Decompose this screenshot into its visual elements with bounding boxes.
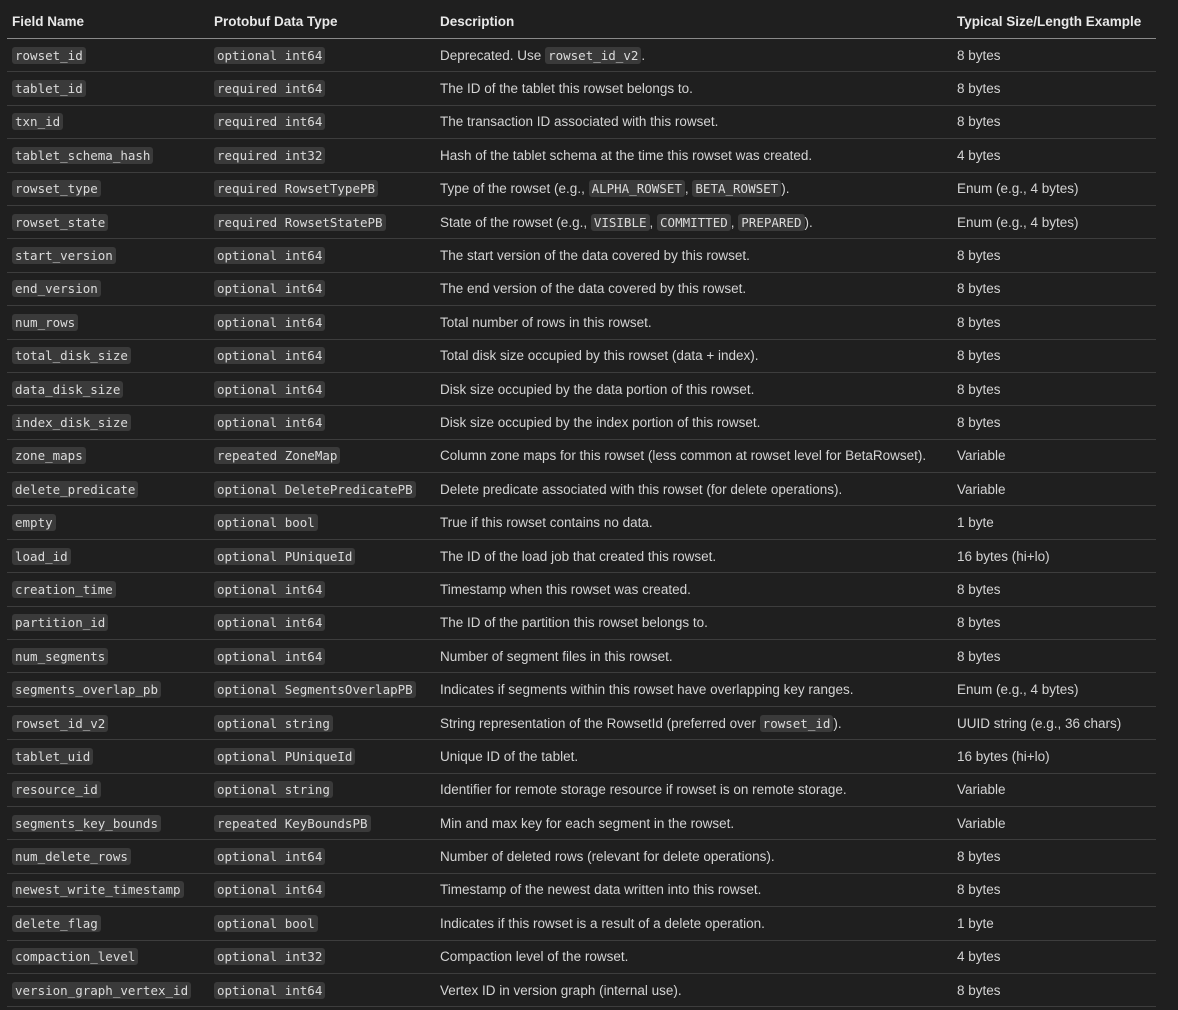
cell-data-type: [209, 673, 435, 706]
cell-field-name: [7, 907, 209, 940]
cell-field-name: [7, 740, 209, 773]
description-text: Type of the rowset (e.g.,: [440, 181, 589, 197]
table-row: [7, 773, 1156, 806]
cell-field-name: [7, 806, 209, 839]
cell-size-example: 8 bytes: [952, 39, 1156, 72]
table-row: [7, 205, 1156, 238]
cell-data-type: [209, 239, 435, 272]
description-text: ).: [833, 715, 842, 731]
table-row: [7, 172, 1156, 205]
data-type-code: optional PUniqueId: [214, 748, 355, 765]
cell-data-type: [209, 940, 435, 973]
field-name-code: rowset_id: [12, 47, 86, 64]
table-row: [7, 306, 1156, 339]
cell-size-example: 1 byte: [952, 907, 1156, 940]
cell-data-type: [209, 706, 435, 739]
description-code: VISIBLE: [591, 214, 650, 231]
field-name-code: segments_key_bounds: [12, 815, 161, 832]
description-text: ).: [781, 181, 790, 197]
field-name-code: tablet_uid: [12, 748, 93, 765]
description-text: Total disk size occupied by this rowset (data + index).: [440, 348, 759, 364]
cell-description: [435, 105, 952, 138]
header-field-name: Field Name: [7, 5, 209, 39]
cell-field-name: [7, 39, 209, 72]
description-text: Vertex ID in version graph (internal use).: [440, 982, 682, 998]
description-text: Identifier for remote storage resource if rowset is on remote storage.: [440, 782, 847, 798]
data-type-code: required int32: [214, 147, 325, 164]
description-text: Column zone maps for this rowset (less common at rowset level for BetaRowset).: [440, 448, 927, 464]
field-name-code: creation_time: [12, 581, 116, 598]
cell-description: [435, 940, 952, 973]
cell-data-type: [209, 907, 435, 940]
description-code: PREPARED: [738, 214, 804, 231]
data-type-code: repeated ZoneMap: [214, 447, 340, 464]
description-text: The ID of the tablet this rowset belongs to.: [440, 81, 693, 97]
cell-field-name: [7, 205, 209, 238]
cell-size-example: 16 bytes (hi+lo): [952, 539, 1156, 572]
cell-field-name: [7, 706, 209, 739]
cell-size-example: Variable: [952, 439, 1156, 472]
data-type-code: required int64: [214, 80, 325, 97]
cell-field-name: [7, 172, 209, 205]
cell-field-name: [7, 372, 209, 405]
cell-data-type: [209, 606, 435, 639]
table-row: [7, 372, 1156, 405]
cell-field-name: [7, 840, 209, 873]
description-code: COMMITTED: [657, 214, 731, 231]
field-name-code: rowset_state: [12, 214, 108, 231]
cell-data-type: [209, 72, 435, 105]
data-type-code: optional int64: [214, 347, 325, 364]
table-row: [7, 139, 1156, 172]
cell-size-example: 8 bytes: [952, 306, 1156, 339]
data-type-code: required int64: [214, 113, 325, 130]
table-row: [7, 339, 1156, 372]
cell-size-example: 8 bytes: [952, 573, 1156, 606]
description-text: The ID of the load job that created this rowset.: [440, 548, 717, 564]
cell-field-name: [7, 239, 209, 272]
cell-description: [435, 840, 952, 873]
field-name-code: rowset_type: [12, 180, 101, 197]
cell-field-name: [7, 473, 209, 506]
field-name-code: num_segments: [12, 648, 108, 665]
cell-size-example: UUID string (e.g., 36 chars): [952, 706, 1156, 739]
description-text: Total number of rows in this rowset.: [440, 314, 652, 330]
description-text: True if this rowset contains no data.: [440, 515, 653, 531]
cell-size-example: 8 bytes: [952, 406, 1156, 439]
table-header: [7, 5, 1156, 39]
cell-size-example: 1 byte: [952, 506, 1156, 539]
cell-field-name: [7, 439, 209, 472]
description-text: Timestamp of the newest data written into this rowset.: [440, 882, 762, 898]
description-text: Timestamp when this rowset was created.: [440, 581, 691, 597]
cell-data-type: [209, 539, 435, 572]
cell-data-type: [209, 372, 435, 405]
cell-description: [435, 706, 952, 739]
field-name-code: delete_flag: [12, 915, 101, 932]
cell-field-name: [7, 573, 209, 606]
description-text: The start version of the data covered by this rowset.: [440, 248, 750, 264]
data-type-code: optional string: [214, 715, 333, 732]
field-name-code: total_disk_size: [12, 347, 131, 364]
description-text: Hash of the tablet schema at the time this rowset was created.: [440, 147, 813, 163]
cell-size-example: 4 bytes: [952, 940, 1156, 973]
cell-field-name: [7, 306, 209, 339]
data-type-code: optional int64: [214, 848, 325, 865]
cell-data-type: [209, 973, 435, 1006]
description-text: The end version of the data covered by this rowset.: [440, 281, 747, 297]
cell-data-type: [209, 473, 435, 506]
table-row: [7, 272, 1156, 305]
description-text: Compaction level of the rowset.: [440, 949, 629, 965]
description-text: Disk size occupied by the index portion of this rowset.: [440, 414, 761, 430]
description-text: ,: [684, 181, 693, 197]
cell-data-type: [209, 105, 435, 138]
cell-description: [435, 539, 952, 572]
field-name-code: zone_maps: [12, 447, 86, 464]
data-type-code: optional int64: [214, 280, 325, 297]
data-type-code: optional int64: [214, 381, 325, 398]
table-row: [7, 973, 1156, 1006]
field-name-code: newest_write_timestamp: [12, 881, 184, 898]
table-row: [7, 72, 1156, 105]
cell-data-type: [209, 272, 435, 305]
cell-description: [435, 172, 952, 205]
field-name-code: delete_predicate: [12, 481, 138, 498]
data-type-code: optional int64: [214, 881, 325, 898]
cell-data-type: [209, 806, 435, 839]
cell-description: [435, 973, 952, 1006]
description-text: .: [641, 47, 646, 63]
cell-size-example: 8 bytes: [952, 606, 1156, 639]
cell-field-name: [7, 606, 209, 639]
cell-size-example: 16 bytes (hi+lo): [952, 740, 1156, 773]
table-row: [7, 406, 1156, 439]
description-text: Delete predicate associated with this rowset (for delete operations).: [440, 481, 843, 497]
data-type-code: optional int64: [214, 982, 325, 999]
field-name-code: index_disk_size: [12, 414, 131, 431]
cell-description: [435, 39, 952, 72]
cell-size-example: 8 bytes: [952, 105, 1156, 138]
field-name-code: end_version: [12, 280, 101, 297]
cell-field-name: [7, 773, 209, 806]
description-text: Indicates if segments within this rowset have overlapping key ranges.: [440, 682, 854, 698]
data-type-code: optional int64: [214, 614, 325, 631]
field-name-code: txn_id: [12, 113, 63, 130]
cell-data-type: [209, 139, 435, 172]
field-name-code: tablet_id: [12, 80, 86, 97]
cell-data-type: [209, 406, 435, 439]
description-code: BETA_ROWSET: [692, 180, 781, 197]
cell-field-name: [7, 406, 209, 439]
data-type-code: optional bool: [214, 514, 318, 531]
cell-description: [435, 239, 952, 272]
cell-description: [435, 806, 952, 839]
cell-data-type: [209, 172, 435, 205]
data-type-code: optional int64: [214, 648, 325, 665]
cell-description: [435, 606, 952, 639]
cell-field-name: [7, 272, 209, 305]
table-row: [7, 840, 1156, 873]
cell-description: [435, 205, 952, 238]
rowset-fields-table: [7, 5, 1156, 1007]
cell-description: [435, 272, 952, 305]
data-type-code: required RowsetStatePB: [214, 214, 386, 231]
table-row: [7, 907, 1156, 940]
cell-description: [435, 907, 952, 940]
cell-size-example: 8 bytes: [952, 272, 1156, 305]
table-row: [7, 940, 1156, 973]
cell-size-example: 8 bytes: [952, 640, 1156, 673]
cell-size-example: 8 bytes: [952, 973, 1156, 1006]
cell-field-name: [7, 640, 209, 673]
field-name-code: load_id: [12, 548, 71, 565]
header-row: [7, 5, 1156, 39]
cell-description: [435, 72, 952, 105]
cell-description: [435, 139, 952, 172]
field-name-code: empty: [12, 514, 56, 531]
cell-description: [435, 306, 952, 339]
cell-data-type: [209, 640, 435, 673]
cell-field-name: [7, 539, 209, 572]
cell-description: [435, 673, 952, 706]
cell-description: [435, 773, 952, 806]
description-text: Min and max key for each segment in the rowset.: [440, 815, 735, 831]
table-row: [7, 740, 1156, 773]
cell-size-example: Variable: [952, 806, 1156, 839]
cell-size-example: 8 bytes: [952, 840, 1156, 873]
cell-description: [435, 506, 952, 539]
data-type-code: optional PUniqueId: [214, 548, 355, 565]
table-row: [7, 105, 1156, 138]
description-text: Number of deleted rows (relevant for delete operations).: [440, 849, 775, 865]
field-name-code: num_rows: [12, 314, 78, 331]
cell-field-name: [7, 673, 209, 706]
data-type-code: repeated KeyBoundsPB: [214, 815, 371, 832]
cell-field-name: [7, 873, 209, 906]
cell-data-type: [209, 39, 435, 72]
table-row: [7, 806, 1156, 839]
description-text: Disk size occupied by the data portion of this rowset.: [440, 381, 755, 397]
header-protobuf-type: Protobuf Data Type: [209, 5, 435, 39]
description-code: rowset_id: [760, 715, 834, 732]
header-description: Description: [435, 5, 952, 39]
description-text: ,: [649, 214, 658, 230]
cell-size-example: Enum (e.g., 4 bytes): [952, 172, 1156, 205]
cell-data-type: [209, 205, 435, 238]
data-type-code: required RowsetTypePB: [214, 180, 378, 197]
cell-size-example: Enum (e.g., 4 bytes): [952, 673, 1156, 706]
description-text: Unique ID of the tablet.: [440, 748, 579, 764]
description-text: String representation of the RowsetId (preferred over: [440, 715, 760, 731]
cell-size-example: 8 bytes: [952, 239, 1156, 272]
field-name-code: rowset_id_v2: [12, 715, 108, 732]
data-type-code: optional int64: [214, 247, 325, 264]
table-row: [7, 473, 1156, 506]
field-name-code: segments_overlap_pb: [12, 681, 161, 698]
cell-data-type: [209, 439, 435, 472]
data-type-code: optional bool: [214, 915, 318, 932]
table-row: [7, 706, 1156, 739]
data-type-code: optional int64: [214, 314, 325, 331]
cell-description: [435, 873, 952, 906]
cell-data-type: [209, 573, 435, 606]
table-row: [7, 573, 1156, 606]
cell-data-type: [209, 840, 435, 873]
data-type-code: optional DeletePredicatePB: [214, 481, 416, 498]
cell-size-example: Variable: [952, 473, 1156, 506]
data-type-code: optional int64: [214, 414, 325, 431]
table-row: [7, 439, 1156, 472]
description-code: ALPHA_ROWSET: [589, 180, 685, 197]
table-row: [7, 640, 1156, 673]
cell-field-name: [7, 973, 209, 1006]
cell-description: [435, 740, 952, 773]
cell-size-example: 8 bytes: [952, 72, 1156, 105]
cell-description: [435, 339, 952, 372]
cell-description: [435, 406, 952, 439]
field-name-code: start_version: [12, 247, 116, 264]
field-name-code: tablet_schema_hash: [12, 147, 153, 164]
data-type-code: optional string: [214, 781, 333, 798]
table-row: [7, 873, 1156, 906]
cell-data-type: [209, 873, 435, 906]
cell-field-name: [7, 339, 209, 372]
cell-description: [435, 573, 952, 606]
field-name-code: partition_id: [12, 614, 108, 631]
cell-size-example: Enum (e.g., 4 bytes): [952, 205, 1156, 238]
cell-field-name: [7, 105, 209, 138]
description-text: The ID of the partition this rowset belongs to.: [440, 615, 708, 631]
cell-size-example: Variable: [952, 773, 1156, 806]
data-type-code: optional int64: [214, 581, 325, 598]
table-row: [7, 673, 1156, 706]
cell-description: [435, 473, 952, 506]
table-body: [7, 39, 1156, 1007]
description-text: Deprecated. Use: [440, 47, 546, 63]
table-row: [7, 606, 1156, 639]
description-text: ).: [804, 214, 813, 230]
table-row: [7, 239, 1156, 272]
cell-field-name: [7, 72, 209, 105]
field-name-code: version_graph_vertex_id: [12, 982, 191, 999]
field-name-code: resource_id: [12, 781, 101, 798]
cell-data-type: [209, 306, 435, 339]
field-name-code: data_disk_size: [12, 381, 123, 398]
cell-data-type: [209, 773, 435, 806]
cell-description: [435, 439, 952, 472]
cell-field-name: [7, 940, 209, 973]
data-type-code: optional SegmentsOverlapPB: [214, 681, 416, 698]
header-size-example: Typical Size/Length Example: [952, 5, 1156, 39]
field-name-code: num_delete_rows: [12, 848, 131, 865]
cell-description: [435, 372, 952, 405]
cell-field-name: [7, 506, 209, 539]
cell-description: [435, 640, 952, 673]
cell-data-type: [209, 506, 435, 539]
description-text: The transaction ID associated with this rowset.: [440, 114, 719, 130]
description-text: Number of segment files in this rowset.: [440, 648, 673, 664]
cell-data-type: [209, 740, 435, 773]
cell-field-name: [7, 139, 209, 172]
rowset-fields-table-container: [7, 5, 1156, 1007]
cell-size-example: 8 bytes: [952, 339, 1156, 372]
field-name-code: compaction_level: [12, 948, 138, 965]
table-row: [7, 39, 1156, 72]
cell-size-example: 4 bytes: [952, 139, 1156, 172]
description-text: State of the rowset (e.g.,: [440, 214, 591, 230]
cell-size-example: 8 bytes: [952, 372, 1156, 405]
table-row: [7, 539, 1156, 572]
description-text: Indicates if this rowset is a result of a delete operation.: [440, 915, 765, 931]
description-code: rowset_id_v2: [545, 47, 641, 64]
data-type-code: optional int32: [214, 948, 325, 965]
cell-data-type: [209, 339, 435, 372]
table-row: [7, 506, 1156, 539]
data-type-code: optional int64: [214, 47, 325, 64]
description-text: ,: [730, 214, 739, 230]
cell-size-example: 8 bytes: [952, 873, 1156, 906]
